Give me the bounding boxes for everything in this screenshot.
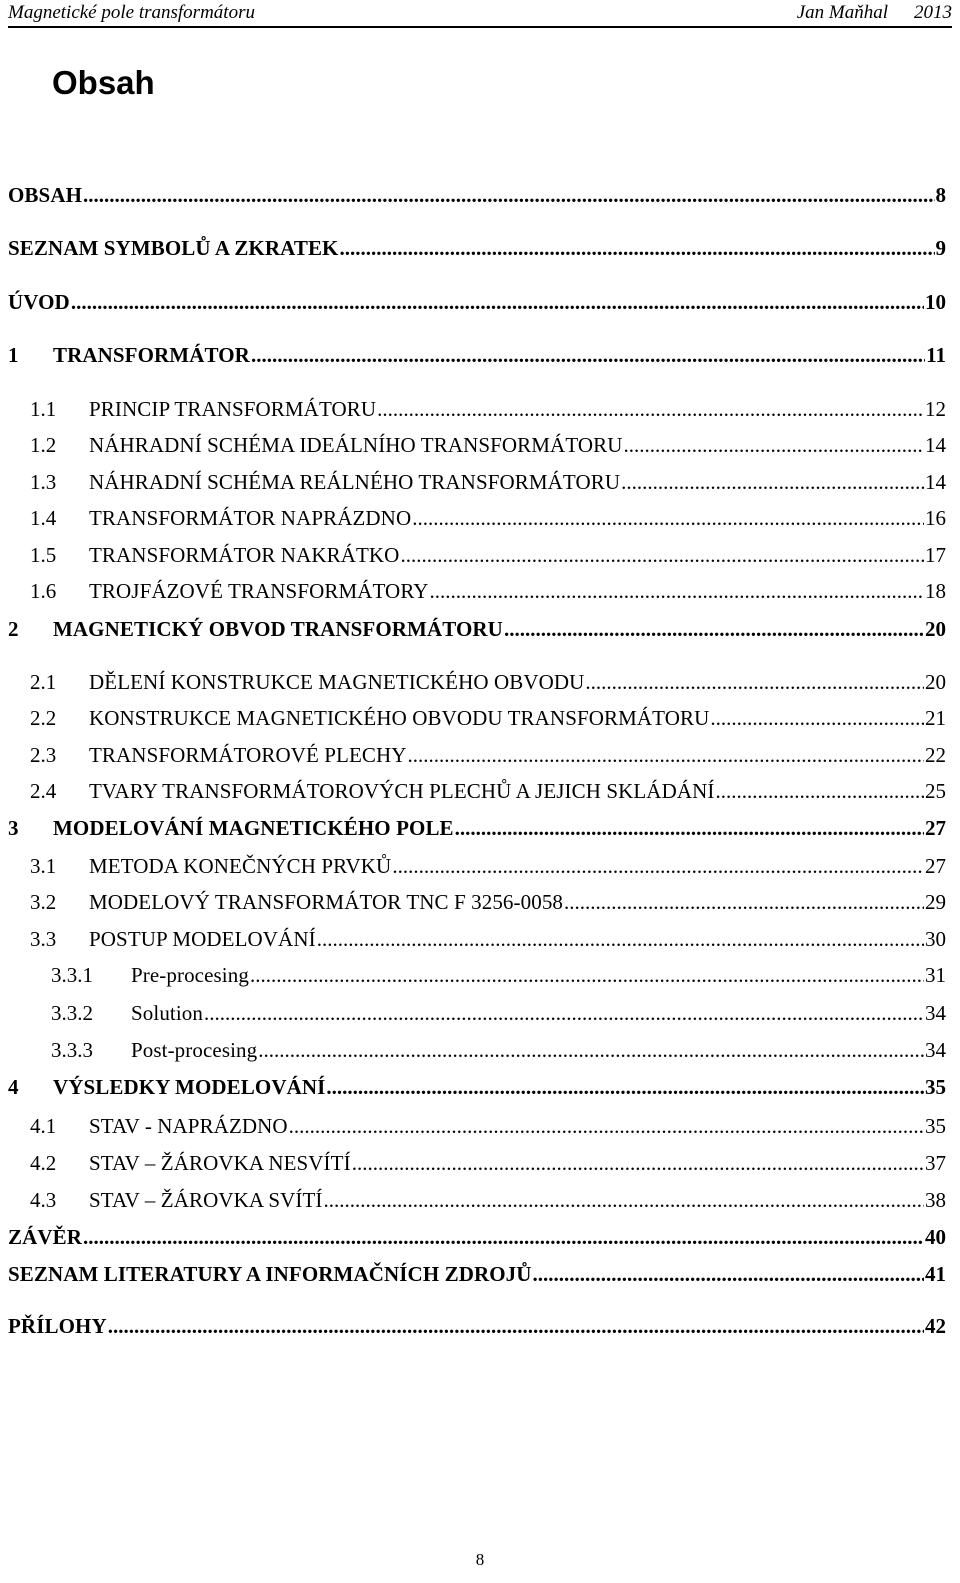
toc-entry-number: 3.2: [30, 890, 57, 914]
toc-entry-label: ÚVOD: [8, 290, 70, 314]
toc-entry-label: TROJFÁZOVÉ TRANSFORMÁTORY: [89, 579, 429, 603]
toc-dot-leader: [317, 924, 924, 954]
toc-entry-page: 14: [925, 470, 946, 494]
toc-entry-page: 14: [925, 433, 946, 457]
toc-entry-label: SEZNAM SYMBOLŮ A ZKRATEK: [8, 236, 339, 260]
toc-entry-page: 42: [925, 1314, 946, 1338]
page-title: Obsah: [52, 64, 155, 101]
toc-entry[interactable]: [30, 540, 946, 570]
toc-entry-label: Post-procesing: [131, 1038, 258, 1062]
toc-entry[interactable]: [8, 813, 946, 843]
toc-dot-leader: [250, 960, 924, 990]
toc-dot-leader: [204, 998, 924, 1028]
toc-entry-page: 31: [925, 963, 946, 987]
toc-entry[interactable]: [8, 1222, 946, 1252]
toc-entry[interactable]: [51, 960, 946, 990]
toc-entry-page: 27: [925, 816, 946, 840]
toc-entry-label: PRINCIP TRANSFORMÁTORU: [89, 397, 377, 421]
toc-entry[interactable]: [30, 576, 946, 606]
toc-dot-leader: [352, 1148, 924, 1178]
toc-entry-label: NÁHRADNÍ SCHÉMA IDEÁLNÍHO TRANSFORMÁTORU: [89, 433, 623, 457]
toc-entry-number: 1.6: [30, 579, 57, 603]
toc-entry-number: 2: [8, 617, 19, 641]
toc-entry-page: 8: [935, 183, 946, 207]
toc-entry-page: 22: [925, 743, 946, 767]
toc-entry[interactable]: [30, 776, 946, 806]
toc-entry[interactable]: [8, 340, 946, 370]
toc-entry-number: 2.3: [30, 743, 57, 767]
toc-dot-leader: [564, 887, 924, 917]
toc-entry-number: 4.3: [30, 1188, 57, 1212]
toc-entry-page: 41: [925, 1262, 946, 1286]
toc-entry[interactable]: [8, 287, 946, 317]
toc-entry[interactable]: [30, 503, 946, 533]
toc-dot-leader: [715, 776, 924, 806]
toc-entry-number: 1.4: [30, 506, 57, 530]
toc-entry-page: 25: [925, 779, 946, 803]
toc-entry-label: PŘÍLOHY: [8, 1314, 107, 1338]
toc-entry-page: 16: [925, 506, 946, 530]
toc-entry-page: 9: [935, 236, 946, 260]
toc-dot-leader: [504, 614, 924, 644]
toc-dot-leader: [258, 1035, 924, 1065]
toc-entry-label: NÁHRADNÍ SCHÉMA REÁLNÉHO TRANSFORMÁTORU: [89, 470, 621, 494]
toc-entry-label: DĚLENÍ KONSTRUKCE MAGNETICKÉHO OBVODU: [89, 670, 585, 694]
page-number: 8: [475, 1550, 485, 1569]
toc-entry-page: 18: [925, 579, 946, 603]
toc-dot-leader: [323, 1185, 924, 1215]
toc-entry-label: TRANSFORMÁTOROVÉ PLECHY: [89, 743, 407, 767]
toc-entry-label: OBSAH: [8, 183, 83, 207]
toc-entry[interactable]: [30, 430, 946, 460]
toc-entry-label: STAV - NAPRÁZDNO: [89, 1114, 288, 1138]
toc-entry-page: 35: [925, 1114, 946, 1138]
toc-entry[interactable]: [30, 394, 946, 424]
toc-entry-label: TRANSFORMÁTOR NAKRÁTKO: [89, 543, 400, 567]
toc-entry-label: METODA KONEČNÝCH PRVKŮ: [89, 854, 392, 878]
toc-dot-leader: [83, 180, 934, 210]
toc-entry-number: 4.1: [30, 1114, 57, 1138]
toc-dot-leader: [412, 503, 924, 533]
header-author: Jan Maňhal: [796, 2, 888, 23]
toc-entry-page: 29: [925, 890, 946, 914]
toc-dot-leader: [585, 667, 924, 697]
toc-entry-number: 3: [8, 816, 19, 840]
toc-dot-leader: [289, 1111, 924, 1141]
toc-entry-label: STAV – ŽÁROVKA NESVÍTÍ: [89, 1151, 351, 1175]
toc-entry-number: 2.4: [30, 779, 57, 803]
toc-dot-leader: [533, 1259, 924, 1289]
toc-dot-leader: [621, 467, 924, 497]
toc-dot-leader: [83, 1222, 924, 1252]
toc-entry-number: 1.2: [30, 433, 57, 457]
toc-entry-page: 34: [925, 1038, 946, 1062]
toc-entry-page: 27: [925, 854, 946, 878]
toc-entry-page: 30: [925, 927, 946, 951]
toc-dot-leader: [392, 851, 924, 881]
toc-entry-page: 35: [925, 1075, 946, 1099]
toc-entry[interactable]: [30, 667, 946, 697]
toc-entry-label: SEZNAM LITERATURY A INFORMAČNÍCH ZDROJŮ: [8, 1262, 532, 1286]
toc-entry[interactable]: [8, 614, 946, 644]
toc-entry[interactable]: [30, 1185, 946, 1215]
toc-entry-number: 3.1: [30, 854, 57, 878]
toc-dot-leader: [326, 1072, 924, 1102]
toc-entry[interactable]: [30, 924, 946, 954]
toc-entry-label: MODELOVÁNÍ MAGNETICKÉHO POLE: [53, 816, 454, 840]
toc-entry-page: 37: [925, 1151, 946, 1175]
toc-entry[interactable]: [8, 1072, 946, 1102]
toc-dot-leader: [408, 740, 924, 770]
toc-entry[interactable]: [51, 1035, 946, 1065]
toc-entry-page: 40: [925, 1225, 946, 1249]
toc-entry-label: TRANSFORMÁTOR NAPRÁZDNO: [89, 506, 412, 530]
toc-entry[interactable]: [30, 1148, 946, 1178]
toc-entry[interactable]: [8, 180, 946, 210]
toc-entry-number: 1.3: [30, 470, 57, 494]
header-year: 2013: [914, 2, 952, 23]
toc-entry[interactable]: [51, 998, 946, 1028]
toc-dot-leader: [710, 703, 924, 733]
toc-entry-label: Pre-procesing: [131, 963, 249, 987]
toc-entry-page: 17: [925, 543, 946, 567]
toc-entry-page: 20: [925, 617, 946, 641]
toc-entry-page: 38: [925, 1188, 946, 1212]
toc-entry-label: TRANSFORMÁTOR: [53, 343, 250, 367]
toc-entry-label: Solution: [131, 1001, 203, 1025]
toc-entry-page: 11: [926, 343, 946, 367]
toc-entry[interactable]: [30, 703, 946, 733]
toc-entry-label: MODELOVÝ TRANSFORMÁTOR TNC F 3256-0058: [89, 890, 564, 914]
toc-entry-label: STAV – ŽÁROVKA SVÍTÍ: [89, 1188, 323, 1212]
toc-entry-page: 12: [925, 397, 946, 421]
toc-entry-number: 2.1: [30, 670, 57, 694]
toc-entry-number: 3.3.3: [51, 1038, 93, 1062]
toc-entry[interactable]: [8, 233, 946, 263]
header-document-title: Magnetické pole transformátoru: [8, 2, 255, 23]
toc-entry-page: 20: [925, 670, 946, 694]
toc-entry[interactable]: [30, 851, 946, 881]
toc-entry-label: TVARY TRANSFORMÁTOROVÝCH PLECHŮ A JEJICH SKLÁDÁNÍ: [89, 779, 715, 803]
toc-dot-leader: [624, 430, 924, 460]
toc-dot-leader: [71, 287, 924, 317]
toc-entry-number: 3.3.2: [51, 1001, 93, 1025]
toc-entry-page: 10: [925, 290, 946, 314]
toc-dot-leader: [339, 233, 934, 263]
toc-dot-leader: [400, 540, 924, 570]
toc-entry-number: 1.5: [30, 543, 57, 567]
toc-dot-leader: [377, 394, 924, 424]
toc-entry-number: 4: [8, 1075, 19, 1099]
toc-entry-label: VÝSLEDKY MODELOVÁNÍ: [53, 1075, 326, 1099]
toc-entry[interactable]: [8, 1311, 946, 1341]
toc-dot-leader: [455, 813, 924, 843]
toc-entry[interactable]: [30, 1111, 946, 1141]
toc-entry-number: 1: [8, 343, 19, 367]
toc-entry-number: 3.3: [30, 927, 57, 951]
toc-entry[interactable]: [30, 887, 946, 917]
toc-entry-label: POSTUP MODELOVÁNÍ: [89, 927, 316, 951]
toc-entry-number: 2.2: [30, 706, 57, 730]
toc-entry-label: KONSTRUKCE MAGNETICKÉHO OBVODU TRANSFORMÁTORU: [89, 706, 710, 730]
toc-entry-number: 4.2: [30, 1151, 57, 1175]
toc-entry-page: 21: [925, 706, 946, 730]
toc-entry[interactable]: [30, 740, 946, 770]
toc-entry-label: ZÁVĚR: [8, 1225, 83, 1249]
toc-entry[interactable]: [30, 467, 946, 497]
toc-entry[interactable]: [8, 1259, 946, 1289]
toc-entry-number: 1.1: [30, 397, 57, 421]
toc-dot-leader: [108, 1311, 924, 1341]
toc-entry-page: 34: [925, 1001, 946, 1025]
toc-dot-leader: [430, 576, 924, 606]
toc-entry-label: MAGNETICKÝ OBVOD TRANSFORMÁTORU: [53, 617, 503, 641]
toc-entry-number: 3.3.1: [51, 963, 93, 987]
toc-dot-leader: [251, 340, 925, 370]
